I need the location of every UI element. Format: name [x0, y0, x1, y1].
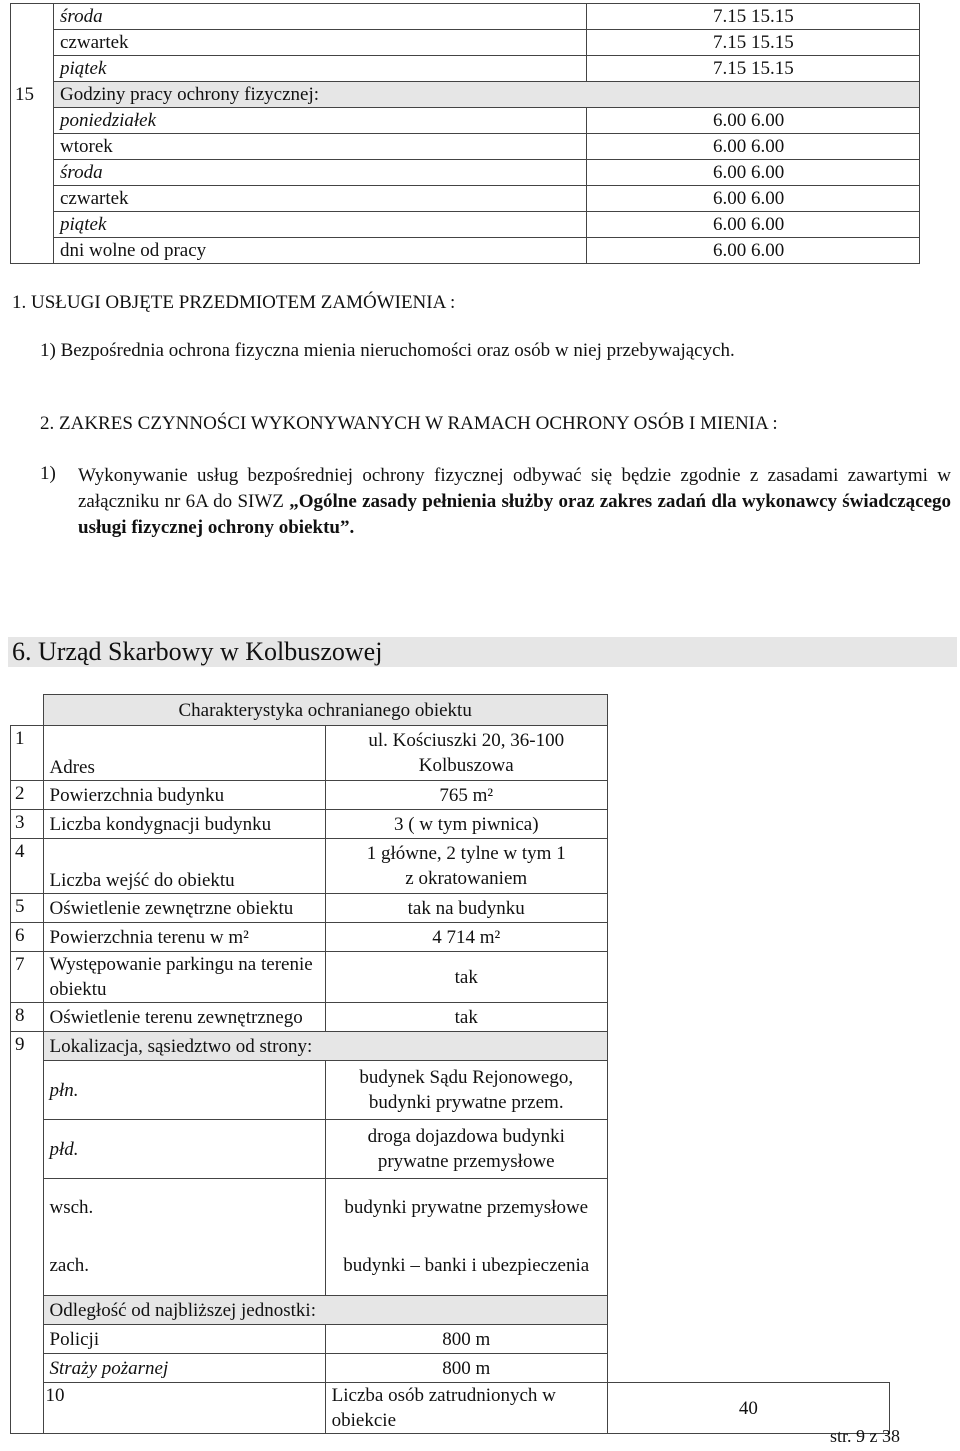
distance-value: 800 m	[325, 1325, 607, 1354]
table-header-row	[11, 695, 890, 726]
row-value: 1 główne, 2 tylne w tym 1 z okratowaniem	[325, 839, 607, 894]
day-cell: poniedziałek	[54, 108, 587, 134]
distance-row	[11, 1325, 890, 1354]
row-label: Powierzchnia terenu w m²	[43, 923, 325, 952]
row-number: 4	[11, 839, 44, 894]
distance-header-row	[11, 1296, 890, 1325]
row-value: ul. Kościuszki 20, 36-100 Kolbuszowa	[325, 726, 607, 781]
row-value: 3 ( w tym piwnica)	[325, 810, 607, 839]
row-number-cell	[11, 56, 54, 82]
table-row	[11, 726, 890, 781]
table-row	[11, 1383, 890, 1434]
table-row	[11, 894, 890, 923]
table-row	[11, 212, 920, 238]
row-label: Oświetlenie terenu zewnętrznego	[43, 1003, 325, 1032]
distance-label: Policji	[43, 1325, 325, 1354]
hours-header: Godziny pracy ochrony fizycznej:	[54, 82, 920, 108]
row-value: 765 m²	[325, 781, 607, 810]
row-number-cell	[11, 4, 54, 30]
hours-cell: 6.00 6.00	[587, 134, 920, 160]
row-label: Liczba osób zatrudnionych w obiekcie	[325, 1383, 607, 1434]
section-2-paragraph	[78, 463, 951, 541]
side-label: płn.	[43, 1061, 325, 1120]
table-title: Charakterystyka ochranianego obiektu	[43, 695, 607, 726]
side-label: zach.	[43, 1235, 325, 1296]
row-label: Powierzchnia budynku	[43, 781, 325, 810]
table-row	[11, 238, 920, 264]
row-number: 9	[11, 1032, 44, 1434]
section-6-heading: 6. Urząd Skarbowy w Kolbuszowej	[8, 637, 957, 667]
side-label: wsch.	[43, 1179, 325, 1236]
hours-cell: 7.15 15.15	[587, 56, 920, 82]
table-row	[11, 781, 890, 810]
row-number: 7	[11, 952, 44, 1003]
row-number: 2	[11, 781, 44, 810]
day-cell: piątek	[54, 212, 587, 238]
row-value: tak	[325, 1003, 607, 1032]
table-row	[11, 108, 920, 134]
table-row	[11, 952, 890, 1003]
row-label: Występowanie parkingu na terenie obiektu	[43, 952, 325, 1003]
day-cell: dni wolne od pracy	[54, 238, 587, 264]
section-1-heading: 1. USŁUGI OBJĘTE PRZEDMIOTEM ZAMÓWIENIA :	[12, 292, 456, 313]
row-number-cell	[11, 30, 54, 56]
row-value: tak na budynku	[325, 894, 607, 923]
table-row	[11, 30, 920, 56]
distance-value: 800 m	[325, 1354, 607, 1383]
row-label: Liczba kondygnacji budynku	[43, 810, 325, 839]
row-value: 40	[607, 1383, 889, 1434]
row-number: 15	[11, 82, 54, 108]
day-cell: środa	[54, 4, 587, 30]
hours-cell: 7.15 15.15	[587, 4, 920, 30]
row-label: Adres	[43, 726, 325, 781]
side-label: płd.	[43, 1120, 325, 1179]
side-value: droga dojazdowa budynki prywatne przemysłowe	[325, 1120, 607, 1179]
side-value: budynki prywatne przemysłowe	[325, 1179, 607, 1236]
table-row	[11, 1003, 890, 1032]
distance-label: Straży pożarnej	[43, 1354, 325, 1383]
page-number: str. 9 z 38	[830, 1426, 900, 1446]
table-row	[11, 4, 920, 30]
hours-cell: 6.00 6.00	[587, 108, 920, 134]
section-1-item: 1) Bezpośrednia ochrona fizyczna mienia nieruchomości oraz osób w niej przebywających.	[40, 340, 735, 361]
row-value: tak	[325, 952, 607, 1003]
section-2-heading: 2. ZAKRES CZYNNOŚCI WYKONYWANYCH W RAMACH OCHRONY OSÓB I MIENIA :	[40, 413, 778, 434]
row-label: Oświetlenie zewnętrzne obiektu	[43, 894, 325, 923]
table-row	[11, 810, 890, 839]
table-row	[11, 186, 920, 212]
table-row	[11, 56, 920, 82]
hours-table	[10, 3, 920, 264]
hours-cell: 6.00 6.00	[587, 238, 920, 264]
table-row	[11, 1032, 890, 1061]
hours-cell: 7.15 15.15	[587, 30, 920, 56]
row-number: 5	[11, 894, 44, 923]
row-value: 4 714 m²	[325, 923, 607, 952]
row-number: 8	[11, 1003, 44, 1032]
table-row	[11, 82, 920, 108]
table-row	[11, 839, 890, 894]
location-row	[11, 1120, 890, 1179]
day-cell: czwartek	[54, 186, 587, 212]
side-value: budynki – banki i ubezpieczenia	[325, 1235, 607, 1296]
row-label: Liczba wejść do obiektu	[43, 839, 325, 894]
location-row	[11, 1179, 890, 1236]
distance-header: Odległość od najbliższej jednostki:	[43, 1296, 607, 1325]
section-2-item-bold: „Ogólne zasady pełnienia służby oraz zakres zadań dla wykonawcy świadczącego usługi fizycznej ochrony obiektu”.	[78, 491, 952, 538]
row-number: 10	[43, 1383, 325, 1434]
day-cell: wtorek	[54, 134, 587, 160]
section-2-item-text: Wykonywanie usług bezpośredniej ochrony fizycznej odbywać się będzie zgodnie z zasadami zawartymi w załączniku nr 6A do SIWZ	[78, 465, 951, 512]
side-value: budynek Sądu Rejonowego, budynki prywatne przem.	[325, 1061, 607, 1120]
day-cell: piątek	[54, 56, 587, 82]
row-number: 6	[11, 923, 44, 952]
hours-cell: 6.00 6.00	[587, 212, 920, 238]
hours-cell: 6.00 6.00	[587, 186, 920, 212]
day-cell: czwartek	[54, 30, 587, 56]
distance-row	[11, 1354, 890, 1383]
table-row	[11, 160, 920, 186]
day-cell: środa	[54, 160, 587, 186]
location-row	[11, 1061, 890, 1120]
row-number: 1	[11, 726, 44, 781]
object-characteristics-table	[10, 694, 890, 1434]
location-header: Lokalizacja, sąsiedztwo od strony:	[43, 1032, 607, 1061]
table-row	[11, 923, 890, 952]
location-row	[11, 1235, 890, 1296]
hours-cell: 6.00 6.00	[587, 160, 920, 186]
section-2-item-number: 1)	[40, 463, 56, 484]
table-row	[11, 134, 920, 160]
row-number: 3	[11, 810, 44, 839]
